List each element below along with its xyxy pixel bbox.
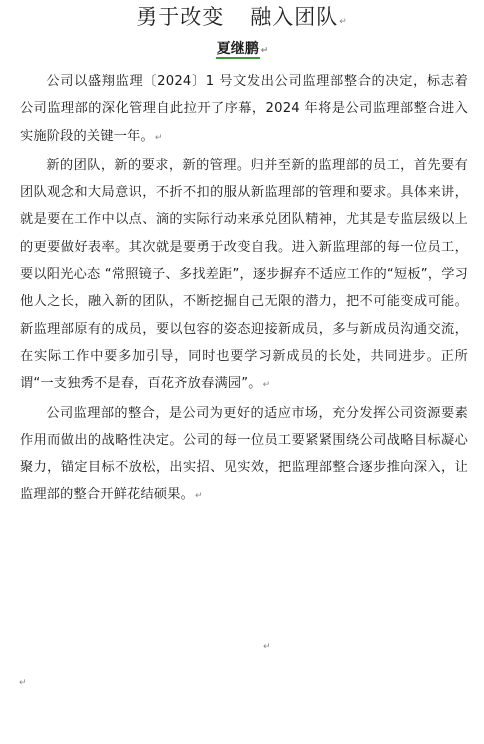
title-part-1: 勇于改变 — [136, 5, 225, 29]
paragraph-mark-icon: ↵ — [262, 380, 271, 391]
author-line — [0, 38, 484, 62]
body-paragraph — [20, 400, 468, 511]
paragraph-text: 公司监理部的整合，是公司为更好的适应市场，充分发挥公司资源要素作用而做出的战略性决定。公司的每一位员工要紧紧围绕公司战略目标凝心聚力，锚定目标不放松，出实招、见实效，把监理部整合逐步推向深入，让监理部的整合开鲜花结硕果。 — [20, 405, 468, 503]
paragraph-mark-icon: ↵ — [154, 132, 163, 143]
document-body — [20, 68, 468, 511]
paragraph-mark-icon: ↵ — [260, 46, 269, 56]
title-part-2: 融入团队 — [250, 5, 339, 29]
paragraph-mark-icon: ↵ — [263, 642, 271, 652]
paragraph-text: 公司以盛翔监理〔2024〕1 号文发出公司监理部整合的决定，标志着公司监理部的深化管理自此拉开了序幕，2024 年将是公司监理部整合进入实施阶段的关键一年。 — [20, 74, 468, 144]
document-title — [0, 2, 484, 37]
paragraph-mark-icon: ↵ — [195, 491, 203, 502]
paragraph-mark-icon: ↵ — [339, 17, 348, 27]
paragraph-mark-icon: ↵ — [19, 678, 27, 688]
body-paragraph — [20, 68, 468, 152]
author-name: 夏继鹏 — [216, 41, 259, 57]
paragraph-text: 新的团队，新的要求，新的管理。归并至新的监理部的员工，首先要有团队观念和大局意识，不折不扣的服从新监理部的管理和要求。具体来讲，就是要在工作中以点、滴的实际行动来承兑团队精神，尤其是专监层级以上的更要做好表率。其次就是要勇于改变自我。进入新监理部的每一位员工，要以阳光心态 “常照镜子、多找差距”，逐步摒弃不适应工作的“短板”，学习他人之长，融入新的团队，不断挖掘自己无限的潜力，把不可能变成可能。新监理部原有的成员，要以包容的姿态迎接新成员，多与新成员沟通交流，在实际工作中要多加引导，同时也要学习新成员的长处，共同进步。正所谓“一支独秀不是春，百花齐放春满园”。 — [20, 157, 468, 392]
body-paragraph — [20, 152, 468, 400]
